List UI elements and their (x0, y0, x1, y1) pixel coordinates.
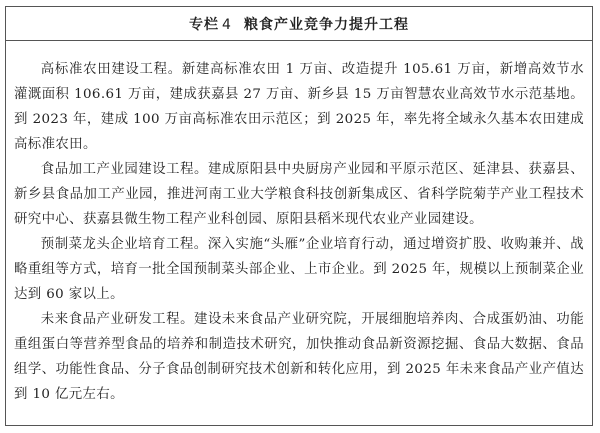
paragraph-heading: 预制菜龙头企业培育工程。 (40, 237, 208, 252)
paragraph-text: 新建高标准农田 1 万亩、改造提升 105.61 万亩，新增高效节水灌溉面积 106.61 万亩，建成获嘉县 27 万亩、新乡县 15 万亩智慧农业高效节水示范基地。到 2023 年，建成 100 万亩高标准农田示范区；到 2025 年，率先将全域永久基本农田建成高标准农田。 (14, 62, 585, 152)
paragraph-heading: 食品加工产业园建设工程。 (40, 162, 208, 177)
column-content (6, 41, 592, 407)
paragraph-heading: 未来食品产业研发工程。 (40, 312, 195, 327)
paragraph-text: 深入实施“头雁”企业培育行动，通过增资扩股、收购兼并、战略重组等方式，培育一批全国预制菜头部企业、上市企业。到 2025 年，规模以上预制菜企业达到 60 家以上。 (14, 237, 584, 302)
column-box (5, 6, 593, 426)
paragraph-food-processing (14, 157, 584, 232)
paragraph-farmland (14, 57, 584, 157)
paragraph-text: 建成原阳县中央厨房产业园和平原示范区、延津县、获嘉县、新乡县食品加工产业园，推进河南工业大学粮食科技创新集成区、省科学院菊芋产业工程技术研究中心、获嘉县微生物工程产业科创园、原阳县稻米现代农业产业园建设。 (14, 162, 584, 227)
title-text: 粮食产业竞争力提升工程 (243, 16, 409, 33)
column-header (6, 7, 592, 41)
paragraph-prepared-food (14, 232, 584, 307)
paragraph-future-food (14, 307, 584, 407)
title-number: 4 (222, 16, 232, 33)
paragraph-text: 建设未来食品产业研究院，开展细胞培养肉、合成蛋奶油、功能重组蛋白等营养型食品的培养和制造技术研究，加快推动食品新资源挖掘、食品大数据、食品组学、功能性食品、分子食品创制研究技术创新和转化应用，到 2025 年未来食品产业产值达到 10 亿元左右。 (14, 312, 584, 402)
paragraph-heading: 高标准农田建设工程。 (40, 62, 182, 77)
column-title (189, 14, 409, 34)
title-prefix: 专栏 (189, 16, 220, 33)
